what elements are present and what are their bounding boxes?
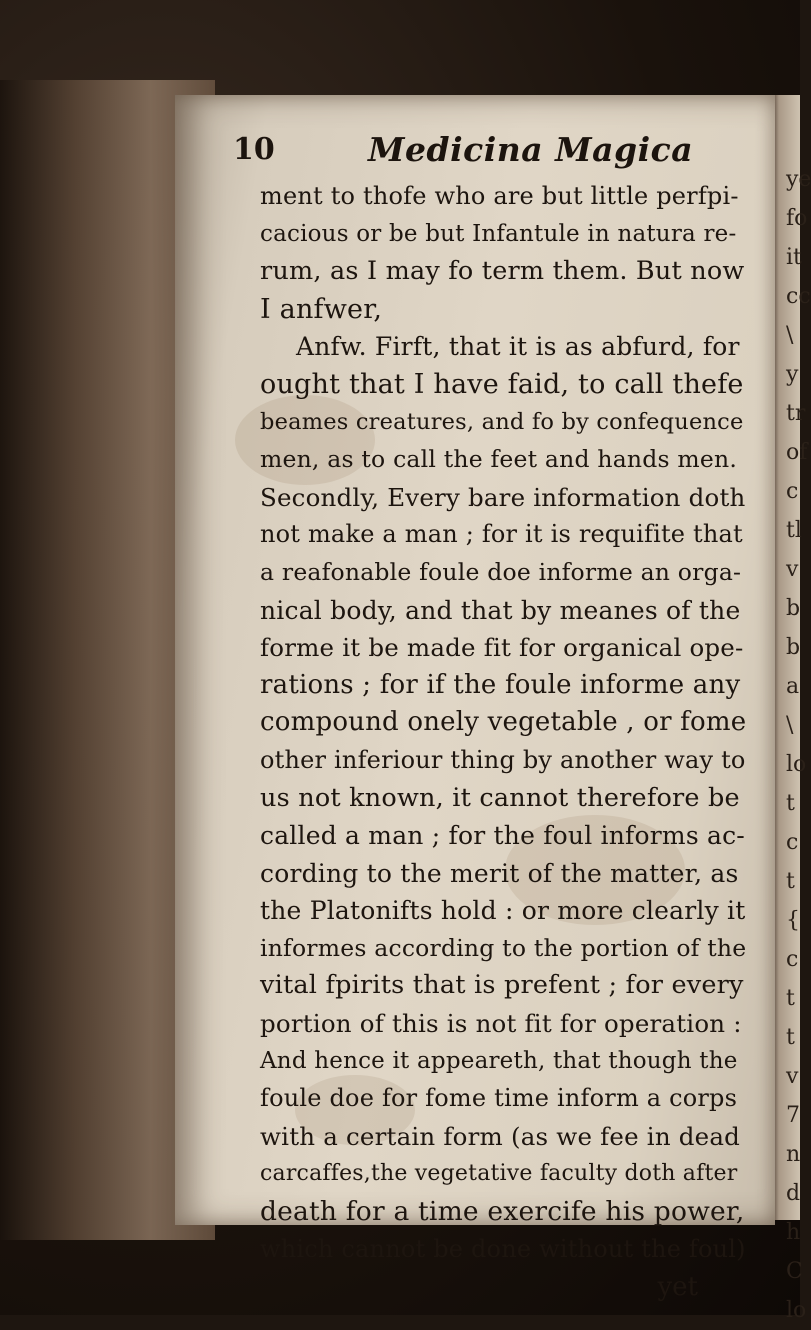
- text-line: men, as to call the feet and hands men.: [260, 445, 738, 474]
- text-line: Secondly, Every bare information doth: [260, 482, 746, 512]
- text-line: And hence it appeareth, that though the: [260, 1047, 738, 1074]
- text-line: a reafonable foule doe informe an orga-: [260, 557, 742, 586]
- page-number: 10: [233, 132, 275, 167]
- text-line: carcaffes,the vegetative faculty doth after: [260, 1161, 738, 1187]
- catchword: yet: [657, 1272, 698, 1303]
- text-line: beames creatures, and fo by confequence: [260, 408, 744, 435]
- text-line: death for a time exercife his power,: [260, 1196, 745, 1228]
- running-title: Medicina Magica: [368, 130, 694, 169]
- text-line: other inferiour thing by another way to: [260, 745, 746, 774]
- text-line: foule doe for fome time inform a corps: [260, 1084, 738, 1113]
- text-line: called a man ; for the foul informs ac-: [260, 821, 745, 851]
- text-line: us not known, it cannot therefore be: [260, 782, 740, 813]
- text-line: compound onely vegetable , or fome: [260, 707, 747, 738]
- text-line: ought that I have faid, to call thefe: [260, 368, 744, 400]
- text-line: cacious or be but Infantule in natura re-: [260, 220, 737, 247]
- text-line: I anfwer,: [260, 293, 383, 325]
- next-page-text-fragment: ye fo it cc \ y tr of c tl v b b a \ lo t c t { c t t v 7 n d h C lo: [786, 167, 811, 1323]
- text-line: not make a man ; for it is requifite that: [260, 520, 743, 549]
- body-text: [246, 178, 746, 1306]
- text-line: nical body, and that by meanes of the: [260, 595, 741, 625]
- text-line: rum, as I may fo term them. But now: [260, 256, 745, 287]
- text-line: the Platonifts hold : or more clearly it: [260, 896, 746, 926]
- text-line: portion of this is not fit for operation :: [260, 1009, 742, 1039]
- text-line: rations ; for if the foule informe any: [260, 669, 741, 700]
- text-line: which cannot be done without the foul): [260, 1234, 746, 1263]
- text-line: cording to the merit of the matter, as: [260, 858, 739, 888]
- running-head: [233, 130, 703, 174]
- text-line: forme it be made fit for organical ope-: [260, 633, 744, 663]
- text-line: with a certain form (as we fee in dead: [260, 1121, 741, 1151]
- text-line: ment to thofe who are but little perfpi-: [260, 182, 739, 210]
- text-line: vital fpirits that is prefent ; for every: [260, 970, 744, 1001]
- text-line: Anfw. Firft, that it is as abfurd, for: [296, 332, 740, 362]
- text-line: informes according to the portion of the: [260, 933, 747, 962]
